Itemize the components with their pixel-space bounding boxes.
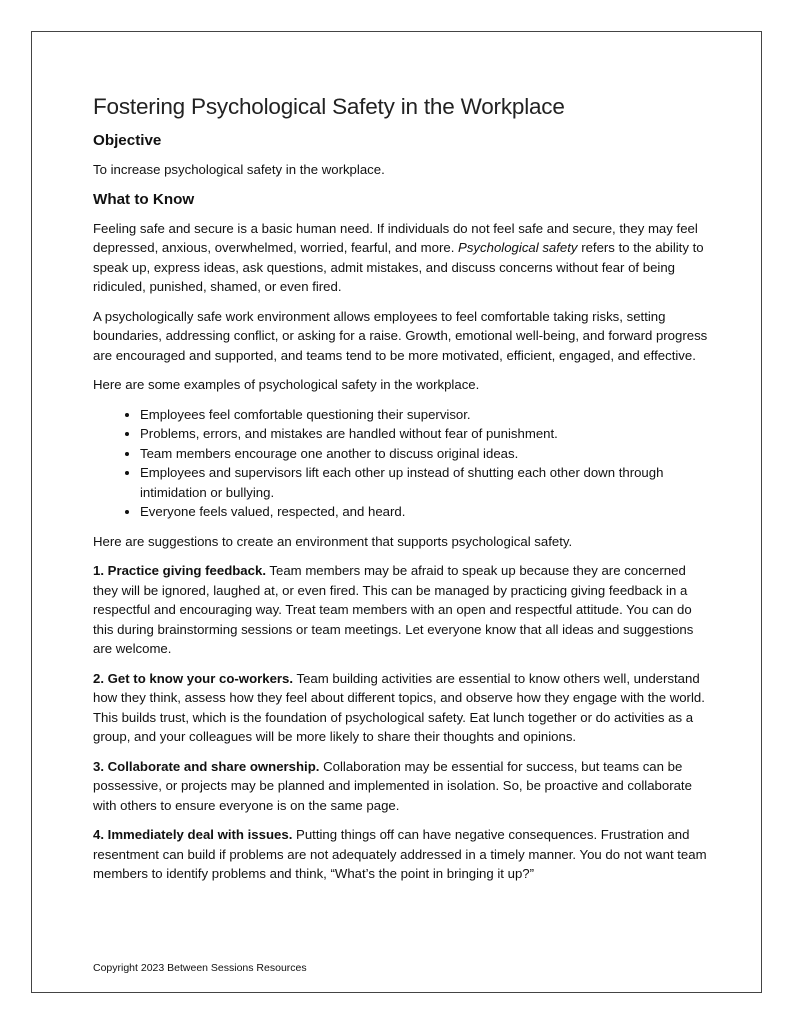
suggestion-heading: 1. Practice giving feedback. bbox=[93, 563, 266, 578]
suggestion-text: Team members may be afraid to speak up because they are concerned they will be ignored, laughed at, or even fired. This can be managed by practicing giving feedback in a respectful and encouraging way. Treat team members with an open and respectful attitude. You can do this during brainstorming sessions or team meetings. Let everyone know that all ideas and suggestions are welcome. bbox=[93, 563, 694, 656]
list-item: • Employees and supervisors lift each other up instead of shutting each other down through intimidation or bullying. bbox=[140, 463, 708, 502]
list-item: • Problems, errors, and mistakes are handled without fear of punishment. bbox=[140, 424, 708, 444]
environment-paragraph: A psychologically safe work environment allows employees to feel comfortable taking risks, setting boundaries, addressing conflict, or asking for a raise. Growth, emotional well-being, and forward progress are encouraged and supported, and teams tend to be more motivated, efficient, engaged, and effective. bbox=[93, 308, 708, 363]
suggestion-heading: 2. Get to know your co-workers. bbox=[93, 670, 294, 686]
examples-list bbox=[93, 405, 708, 522]
intro-paragraph bbox=[93, 219, 708, 297]
suggestion-heading: 4. Immediately deal with issues. bbox=[93, 827, 293, 842]
suggestion-3 bbox=[93, 757, 708, 816]
what-to-know-heading: What to Know bbox=[93, 190, 195, 208]
suggestion-heading: 3. Collaborate and share ownership. bbox=[93, 758, 320, 774]
objective-heading: Objective bbox=[93, 132, 162, 149]
objective-text: To increase psychological safety in the workplace. bbox=[93, 162, 385, 177]
intro-text-b: refers to the ability to speak up, express ideas, ask questions, admit mistakes, and discuss concerns without fear of being ridiculed, punished, shamed, or even fired. bbox=[93, 240, 704, 294]
psychological-safety-term: Psychological safety bbox=[458, 240, 578, 255]
suggestion-text: Putting things off can have negative consequences. Frustration and resentment can build if problems are not adequately addressed in a timely manner. You do not want team members to identify problems and think, “What’s the point in bringing it up?” bbox=[93, 827, 707, 881]
suggestion-text: Collaboration may be essential for success, but teams can be possessive, or projects may be planned and implemented in isolation. So, be proactive and collaborate with others to ensure everyone is on the same page. bbox=[93, 758, 692, 813]
document-body bbox=[93, 93, 708, 894]
list-item: • Everyone feels valued, respected, and heard. bbox=[140, 502, 708, 522]
suggestion-2 bbox=[93, 669, 708, 747]
suggestions-intro: Here are suggestions to create an environment that supports psychological safety. bbox=[93, 533, 573, 549]
list-item: • Employees feel comfortable questioning their supervisor. bbox=[140, 405, 708, 425]
list-item: • Team members encourage one another to discuss original ideas. bbox=[140, 444, 708, 464]
intro-text-a: Feeling safe and secure is a basic human need. If individuals do not feel safe and secure, they may feel depressed, anxious, overwhelmed, worried, fearful, and more. bbox=[93, 220, 698, 255]
page-title: Fostering Psychological Safety in the Workplace bbox=[93, 94, 565, 119]
examples-intro: Here are some examples of psychological safety in the workplace. bbox=[93, 377, 480, 392]
suggestion-4 bbox=[93, 825, 708, 884]
suggestion-text: Team building activities are essential to know others well, understand how they think, assess how they feel about different topics, and observe how they engage with the world. This builds trust, which is the foundation of psychological safety. Eat lunch together or do activities as a group, and your colleagues will be more likely to share their thoughts and opinions. bbox=[93, 670, 705, 744]
suggestion-1 bbox=[93, 561, 708, 659]
copyright-footer: Copyright 2023 Between Sessions Resources bbox=[93, 962, 307, 974]
